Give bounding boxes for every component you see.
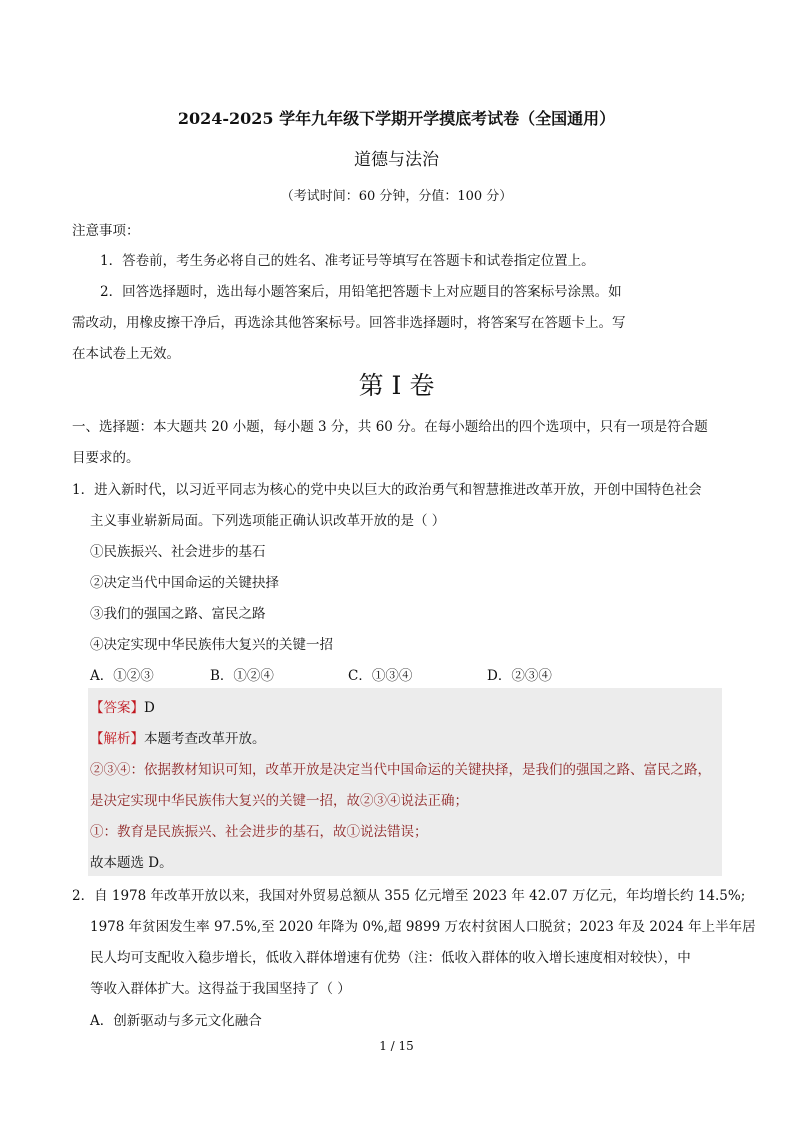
q1-analysis [90,727,266,747]
exam-info: （考试时间：60 分钟，分值：100 分） [280,189,513,204]
section-heading: 第 I 卷 [358,371,435,400]
q2-stem-line-2: 1978 年贫困发生率 97.5%,至 2020 年降为 0%,超 9899 万农村贫困人口脱贫；2023 年及 2024 年上半年居 [90,919,756,935]
q1-option-b: B．①②④ [210,668,274,684]
note-item-1: 1．答卷前，考生务必将自己的姓名、准考证号等填写在答题卡和试卷指定位置上。 [100,253,595,269]
exam-title: 2024-2025 学年九年级下学期开学摸底考试卷（全国通用） [177,109,616,128]
answer-value: D [144,700,155,716]
analysis-tag: 【解析】 [90,731,144,747]
q1-option-d: D．②③④ [487,668,552,684]
q2-stem-line-3: 民人均可支配收入稳步增长，低收入群体增速有优势（注：低收入群体的收入增长速度相对较快），中 [90,950,691,966]
q1-option-c: C．①③④ [348,668,413,684]
note-item-2-line-3: 在本试卷上无效。 [72,346,180,362]
q1-conclusion: 故本题选 D。 [90,855,173,871]
q1-statement-2: ②决定当代中国命运的关键抉择 [90,575,279,591]
q1-explanation-1-line-2: 是决定实现中华民族伟大复兴的关键一招，故②③④说法正确； [90,793,468,809]
section-instruction-line-2: 目要求的。 [72,450,140,466]
q1-stem-line-1: 1．进入新时代，以习近平同志为核心的党中央以巨大的政治勇气和智慧推进改革开放，开创中国特色社会 [72,482,702,498]
q1-stem-line-2: 主义事业崭新局面。下列选项能正确认识改革开放的是（ ） [90,513,446,529]
section-instruction-line-1: 一、选择题：本大题共 20 小题，每小题 3 分，共 60 分。在每小题给出的四个选项中，只有一项是符合题 [72,419,708,435]
q1-answer [90,696,155,716]
q1-statement-3: ③我们的强国之路、富民之路 [90,606,266,622]
q2-option-a: A．创新驱动与多元文化融合 [90,1013,262,1029]
q1-explanation-2: ①：教育是民族振兴、社会进步的基石，故①说法错误； [90,824,428,840]
answer-tag: 【答案】 [90,700,144,716]
note-item-2-line-2: 需改动，用橡皮擦干净后，再选涂其他答案标号。回答非选择题时，将答案写在答题卡上。写 [72,315,626,331]
q1-option-a: A．①②③ [90,668,154,684]
notes-heading: 注意事项： [72,223,140,239]
page-number: 1 / 15 [379,1039,414,1053]
q1-explanation-1-line-1: ②③④：依据教材知识可知，改革开放是决定当代中国命运的关键抉择，是我们的强国之路、富民之路， [90,762,711,778]
answer-box [88,688,722,876]
analysis-text: 本题考查改革开放。 [144,731,266,747]
q2-stem-line-4: 等收入群体扩大。这得益于我国坚持了（ ） [90,981,351,997]
q1-statement-4: ④决定实现中华民族伟大复兴的关键一招 [90,637,333,653]
note-item-2-line-1: 2．回答选择题时，选出每小题答案后，用铅笔把答题卡上对应题目的答案标号涂黑。如 [100,284,622,300]
q1-statement-1: ①民族振兴、社会进步的基石 [90,544,266,560]
q2-stem-line-1: 2．自 1978 年改革开放以来，我国对外贸易总额从 355 亿元增至 2023 年 42.07 万亿元，年均增长约 14.5%; [72,888,746,904]
subject-title: 道德与法治 [354,150,439,170]
